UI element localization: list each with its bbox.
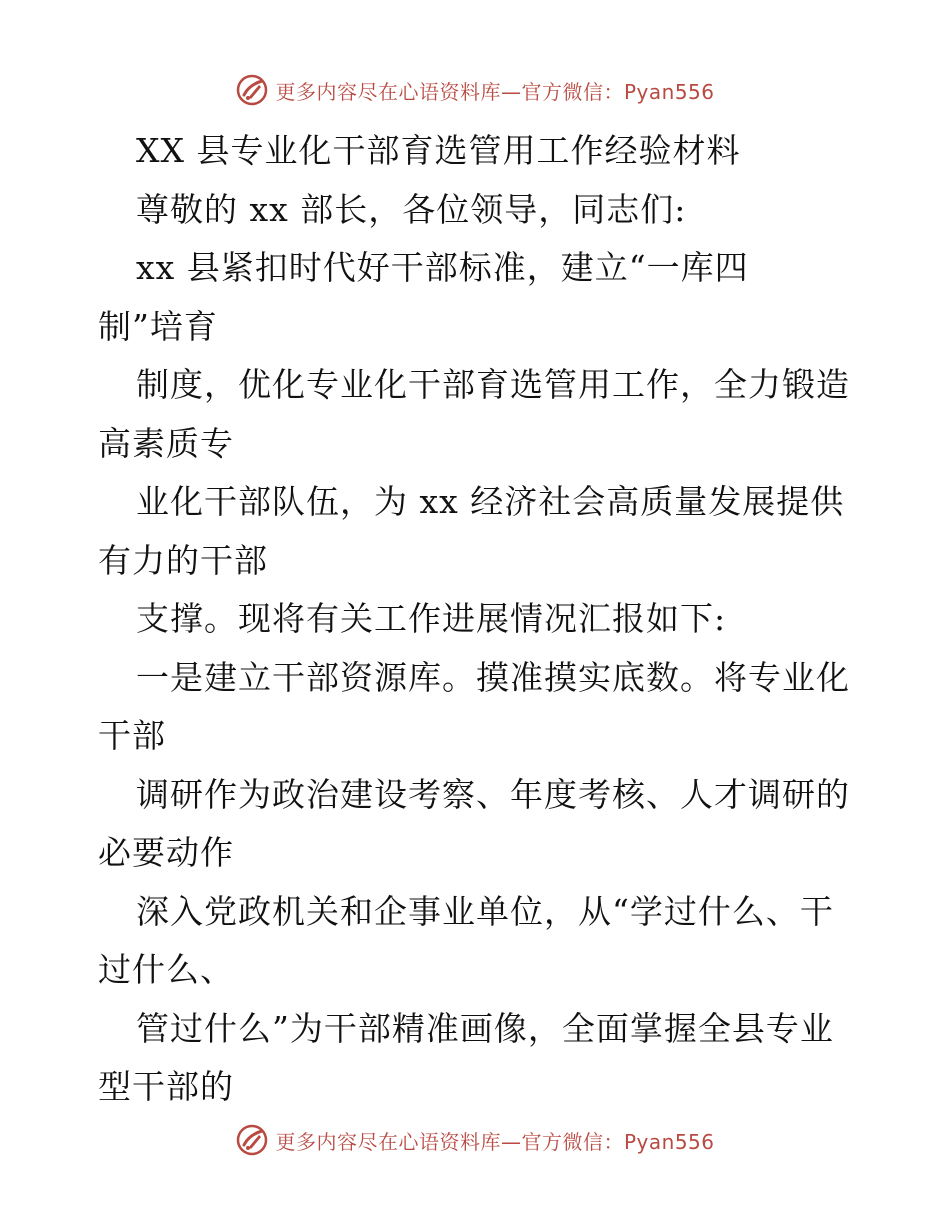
banner-text-cn: 更多内容尽在心语资料库 (275, 1129, 501, 1154)
banner-separator: — (500, 1129, 522, 1154)
paragraph-line: 有力的干部 (98, 540, 268, 580)
banner-text-wx: 官方微信： (521, 1129, 624, 1154)
banner-separator: — (500, 79, 522, 104)
document-body (98, 122, 858, 1117)
paragraph-line: 调研作为政治建设考察、年度考核、人才调研的 (136, 774, 850, 814)
paragraph-line: 型干部的 (98, 1067, 234, 1106)
paragraph-line: xx 县紧扣时代好干部标准，建立“一库四 (136, 248, 749, 287)
footer-banner (0, 1120, 950, 1160)
banner-text-cn: 更多内容尽在心语资料库 (275, 79, 501, 104)
header-banner (0, 70, 950, 110)
pen-circle-logo-icon (235, 73, 269, 107)
paragraph-line: 必要动作 (98, 833, 234, 872)
paragraph-line: 高素质专 (98, 423, 234, 463)
banner-text (275, 1126, 714, 1155)
paragraph-line: 深入党政机关和企事业单位，从“学过什么、干 (136, 891, 834, 931)
paragraph-line: 过什么、 (98, 950, 234, 989)
paragraph-line: 制度，优化专业化干部育选管用工作，全力锻造 (136, 365, 850, 404)
pen-circle-logo-icon (235, 1123, 269, 1157)
banner-account: Pyan556 (623, 79, 715, 104)
paragraph-line: 制”培育 (98, 306, 218, 346)
banner-account: Pyan556 (623, 1129, 715, 1154)
paragraph-line: 支撑。现将有关工作进展情况汇报如下: (136, 599, 727, 638)
paragraph-line: 干部 (98, 716, 166, 755)
banner-text (275, 76, 714, 105)
paragraph-line: 业化干部队伍，为 xx 经济社会高质量发展提供 (136, 482, 845, 521)
document-title: XX 县专业化干部育选管用工作经验材料 (136, 131, 741, 170)
paragraph-line: 一是建立干部资源库。摸准摸实底数。将专业化 (136, 657, 850, 697)
paragraph-line: 管过什么”为干部精准画像，全面掌握全县专业 (136, 1008, 834, 1048)
banner-text-wx: 官方微信： (521, 79, 624, 104)
salutation: 尊敬的 xx 部长，各位领导，同志们: (136, 189, 687, 229)
